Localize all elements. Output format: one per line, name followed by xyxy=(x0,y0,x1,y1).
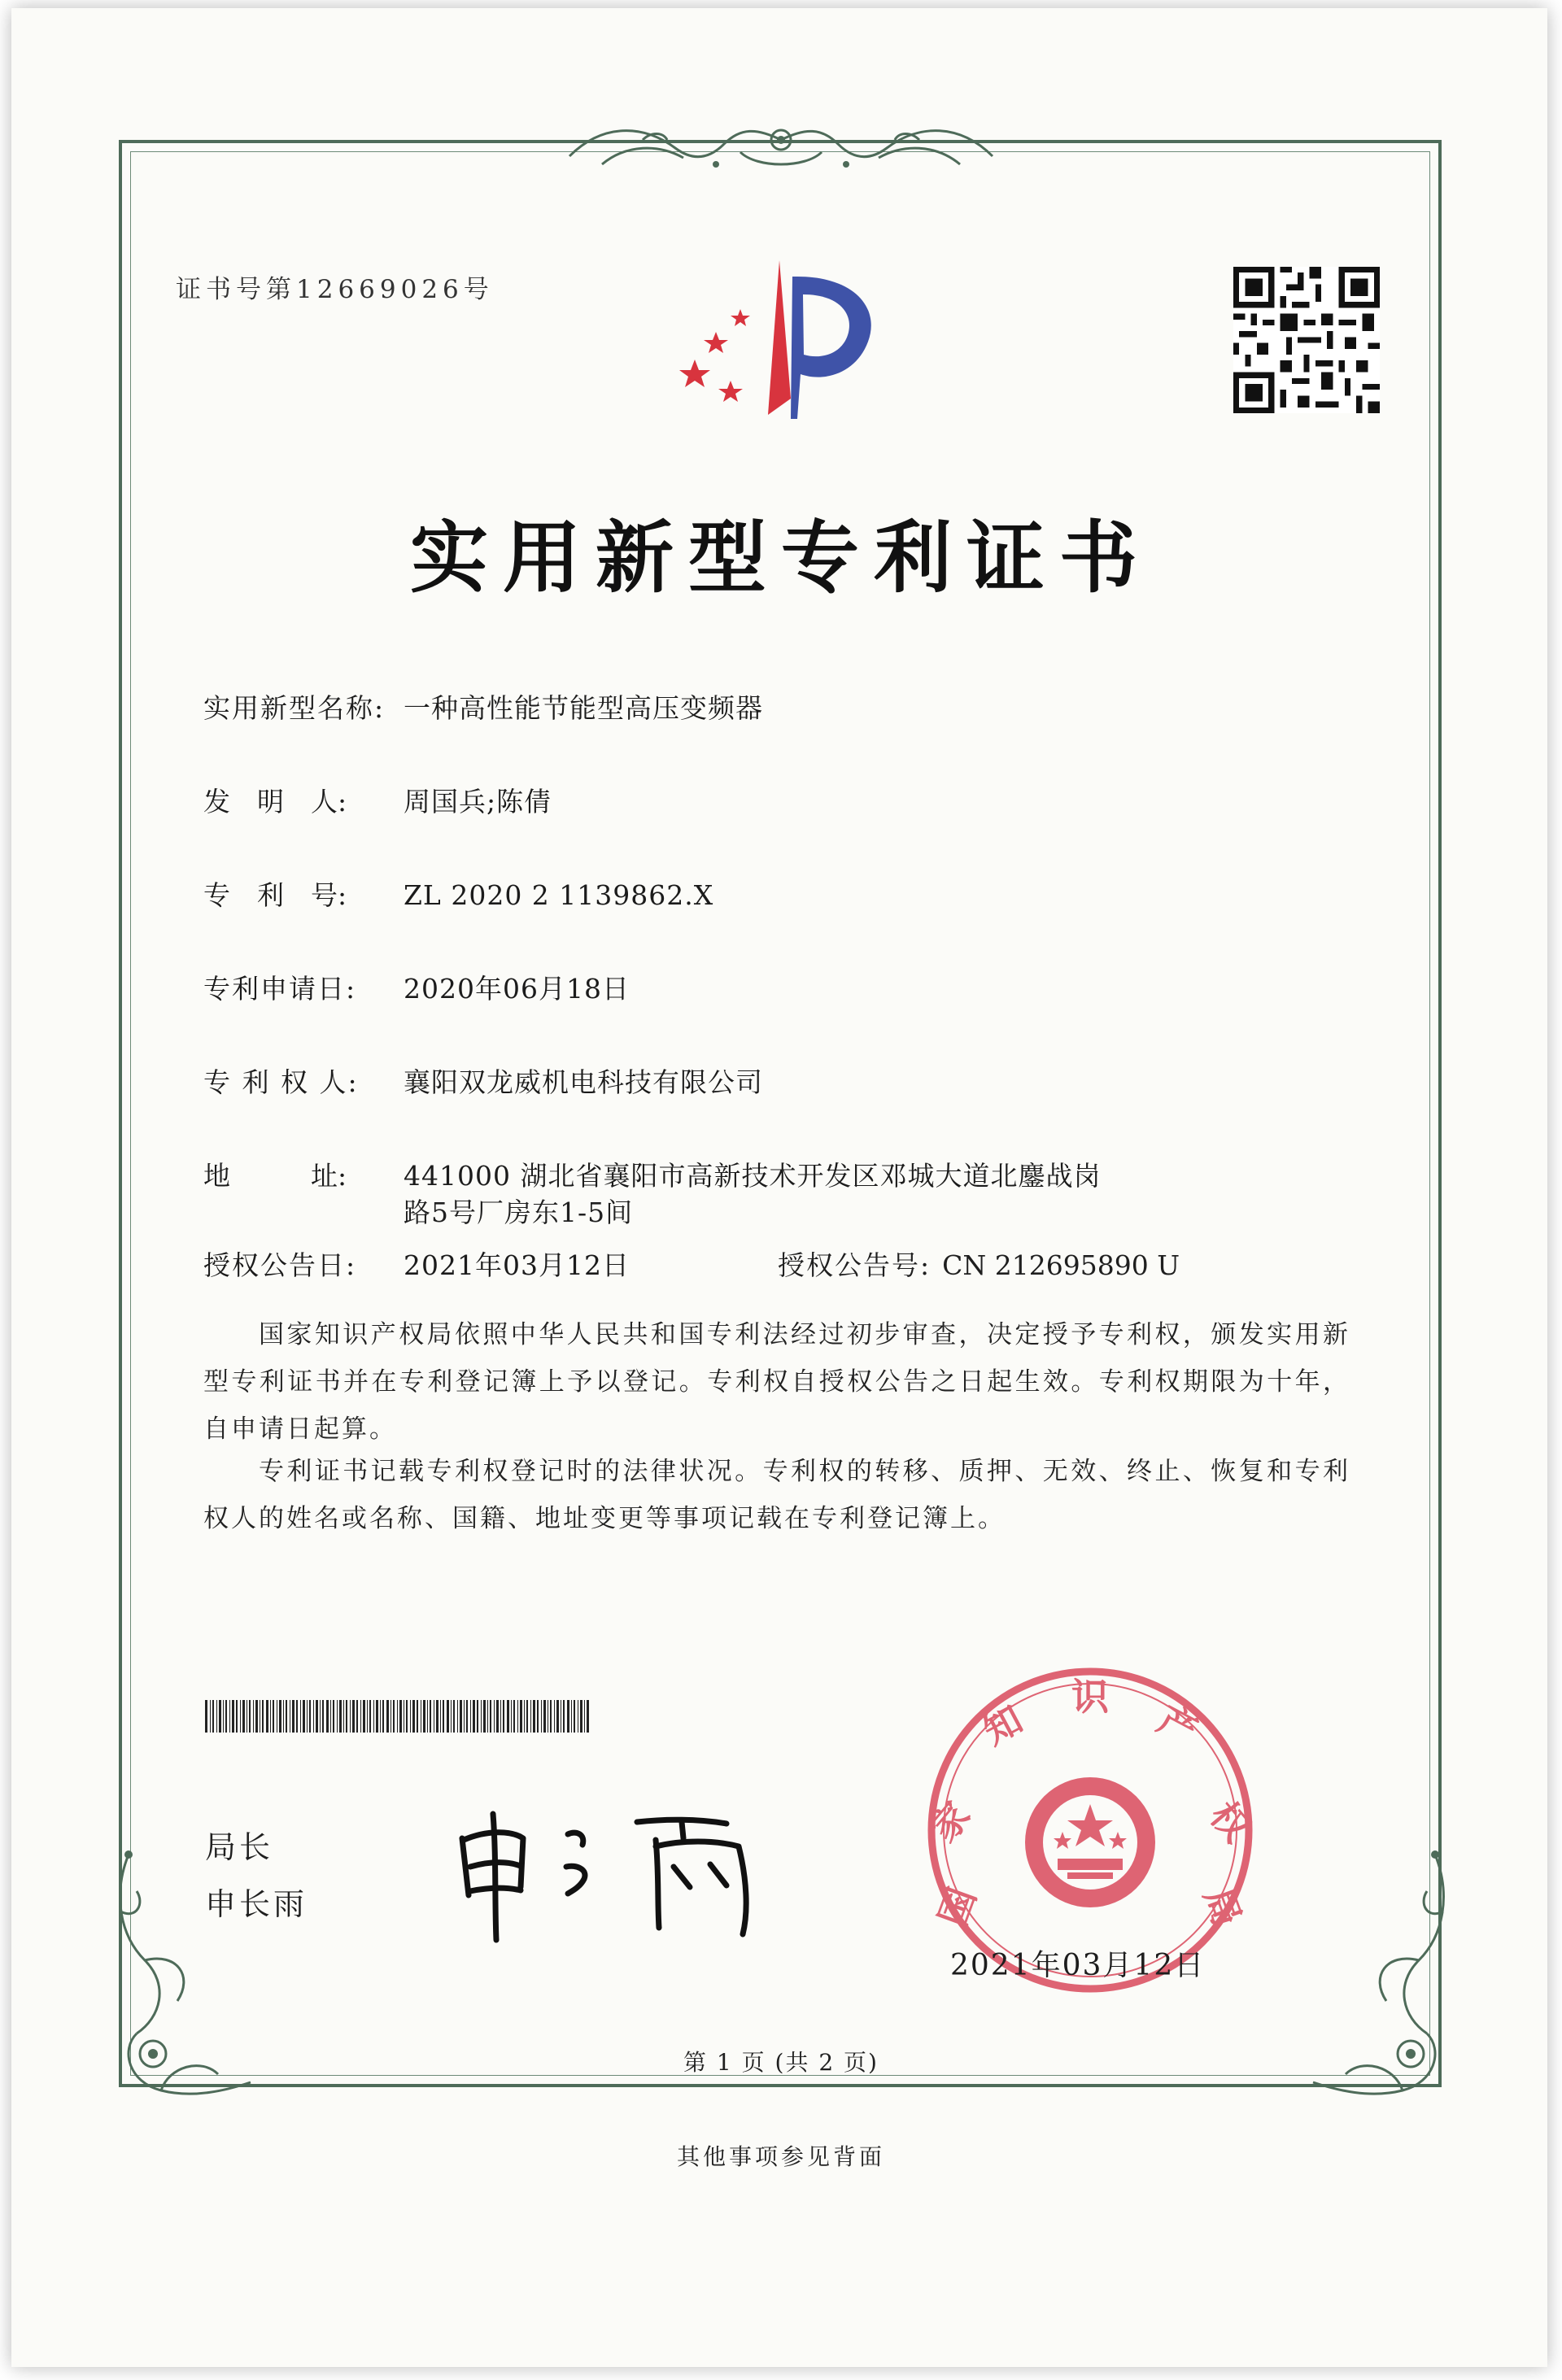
director-name: 申长雨 xyxy=(205,1886,308,1922)
svg-text:知: 知 xyxy=(975,1697,1030,1754)
barcode-icon xyxy=(205,1700,589,1733)
patent-number-value: ZL 2020 2 1139862.X xyxy=(404,879,714,911)
svg-text:局: 局 xyxy=(1195,1881,1250,1933)
svg-text:国: 国 xyxy=(930,1881,985,1933)
director-title: 局长 xyxy=(205,1829,274,1865)
legal-status-paragraph: 专利证书记载专利权登记时的法律状况。专利权的转移、质押、无效、终止、恢复和专利权人的姓名或名称、国籍、地址变更等事项记载在专利登记簿上。 xyxy=(203,1457,1350,1533)
inventor-row xyxy=(203,781,552,819)
patent-number-row xyxy=(203,874,713,913)
patentee-row xyxy=(203,1061,763,1100)
back-side-note: 其他事项参见背面 xyxy=(676,2143,885,2170)
patentee-label: 专 利 权 人: xyxy=(203,1066,359,1098)
director-signature-icon xyxy=(446,1789,788,1952)
svg-text:权: 权 xyxy=(1201,1793,1259,1850)
inventor-value: 周国兵;陈倩 xyxy=(404,786,552,817)
svg-text:识: 识 xyxy=(1071,1675,1109,1719)
grant-statement-paragraph: 国家知识产权局依照中华人民共和国专利法经过初步审查，决定授予专利权，颁发实用新型专利证书并在专利登记簿上予以登记。专利权自授权公告之日起生效。专利权期限为十年，自申请日起算。 xyxy=(203,1320,1350,1444)
grant-date-row xyxy=(203,1244,630,1283)
utility-model-name-value: 一种高性能节能型高压变频器 xyxy=(404,692,763,724)
seal-date: 2021年03月12日 xyxy=(950,1949,1206,1982)
svg-text:家: 家 xyxy=(921,1793,980,1850)
filing-date-label: 专利申请日: xyxy=(203,973,357,1005)
patent-office-emblem-icon xyxy=(661,244,905,439)
address-line-1: 441000 湖北省襄阳市高新技术开发区邓城大道北鏖战岗 xyxy=(404,1160,1102,1192)
address-label: 地 址: xyxy=(203,1160,347,1192)
utility-model-name-row xyxy=(203,687,763,726)
address-row xyxy=(203,1155,1101,1193)
address-line-2: 路5号厂房东1-5间 xyxy=(404,1197,634,1228)
patentee-value: 襄阳双龙威机电科技有限公司 xyxy=(404,1066,763,1098)
grant-date-value: 2021年03月12日 xyxy=(404,1249,630,1281)
certificate-number: 证书号第12669026号 xyxy=(176,275,494,304)
patent-number-label: 专 利 号: xyxy=(203,879,347,911)
qr-code-icon xyxy=(1233,267,1380,413)
filing-date-row xyxy=(203,968,630,1006)
grant-number-label: 授权公告号: xyxy=(778,1249,932,1281)
top-ornament-icon xyxy=(553,107,1009,181)
grant-number-row xyxy=(778,1244,1180,1283)
utility-model-name-label: 实用新型名称: xyxy=(203,692,386,724)
page-indicator: 第 1 页 (共 2 页) xyxy=(683,2049,879,2076)
grant-number-value: CN 212695890 U xyxy=(942,1249,1180,1281)
svg-text:产: 产 xyxy=(1150,1697,1205,1754)
page-title: 实用新型专利证书 xyxy=(410,512,1152,604)
grant-date-label: 授权公告日: xyxy=(203,1249,357,1281)
filing-date-value: 2020年06月18日 xyxy=(404,973,630,1005)
inventor-label: 发 明 人: xyxy=(203,786,347,817)
